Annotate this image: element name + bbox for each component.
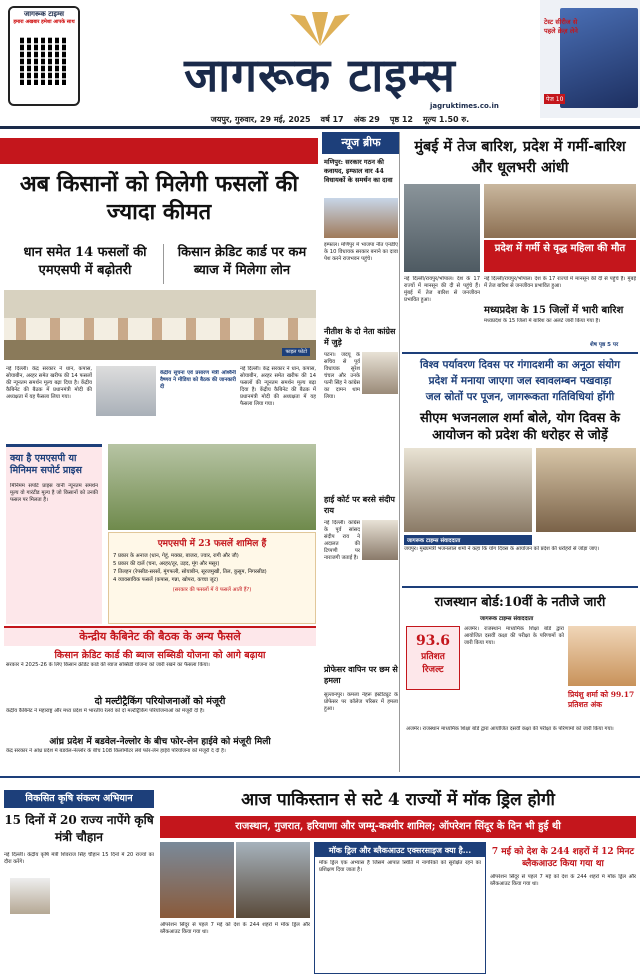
msp-box-title[interactable]: क्या है एमएसपी या मिनिमम सपोर्ट प्राइस — [10, 453, 82, 476]
brief-item4-head[interactable]: प्रोफेसर वापिन पर छम से हमला — [324, 664, 398, 685]
lead-sub-left[interactable]: धान समेत 14 फसलों की एमएसपी में बढ़ोतरी — [23, 245, 147, 278]
yoga-photo[interactable] — [404, 448, 532, 532]
rain-body: नई दिल्ली/रायपुर/भोपाल। देश के 17 राज्यों में मानसून की दी से पहुंचे हैं। मुंबई में तेज बारिश से जनजीवन प्रभावित हुआ। — [404, 276, 480, 303]
yoga-credit: जागरूक टाइम्स संवाददाता — [404, 535, 532, 545]
board-stat-unit: प्रतिशत — [421, 652, 445, 662]
crop-table-title[interactable]: एमएसपी में 23 फसलें शामिल हैं — [157, 539, 267, 549]
qr-code[interactable] — [20, 37, 68, 85]
newspaper-title: जागरूक टाइम्स — [184, 48, 456, 102]
mockdrill-box-title[interactable]: मॉक ड्रिल और ब्लैकआउट एक्सरसाइज क्या है... — [315, 843, 485, 857]
cabinet-item3-body: केंद्र सरकार ने आंध्र प्रदेश में बडवेल-नेल्लोर के बीच 108 किलोमीटर लंबे फोर-लेन हाईवे परियोजना को मंजूरी दे दी है। — [6, 748, 226, 754]
yoga-head1[interactable]: विश्व पर्यावरण दिवस पर गंगादशमी का अनूठा संयोग — [420, 359, 620, 371]
topper-name[interactable]: प्रियंशु शर्मा को 99.17 प्रतिशत अंक — [568, 690, 635, 709]
crop-table — [108, 532, 316, 624]
mp-rain-body: मध्यप्रदेश के 15 जिलों में बारिश का अलर्ट जारी किया गया है। — [484, 318, 601, 324]
yoga-head3[interactable]: जल स्रोतों पर पूजन, जागरूकता गतिविधियां होंगी — [425, 391, 615, 403]
krishi-photo — [10, 878, 50, 914]
rain-headline[interactable]: मुंबई में तेज बारिश, प्रदेश में गर्मी-बारिश और धूलभरी आंधी — [414, 138, 626, 176]
board-stat-label: रिजल्ट — [422, 665, 444, 675]
yoga-head4[interactable]: सीएम भजनलाल शर्मा बोले, योग दिवस के आयोजन को प्रदेश की धरोहर से जोड़ें — [420, 411, 620, 443]
mockdrill-photo1[interactable] — [160, 842, 234, 918]
website[interactable]: jagruktimes.co.in — [430, 102, 499, 110]
board-credit: जागरूक टाइम्स संवाददाता — [480, 616, 534, 622]
heat-body: नई दिल्ली/रायपुर/भोपाल। देश के 17 राज्यों में मानसून की दी से पहुंचे हैं। मुंबई में तेज बारिश से जनजीवन प्रभावित हुआ। — [484, 276, 636, 289]
qr-tagline: हमारा अखबार हमेशा आपके साथ — [13, 19, 75, 25]
crop-row: 7 प्रकार के अनाज (धान, गेहूं, मक्का, बाजरा, ज्वार, रागी और जौ) — [113, 553, 239, 559]
board-stat-value: 93.6 — [415, 633, 451, 649]
brief-item2-body: पटना। जदयू के सचिव से पूर्व विधायक सुरेश चंचल और उनके पत्नी सिंह ने कांग्रेस का दामन थाम लिया। — [324, 352, 360, 400]
mockdrill-photo2[interactable] — [236, 842, 310, 918]
cabinet-item3-head[interactable]: आंध्र प्रदेश में बडवेल-नेल्लोर के बीच फोर-लेन हाईवे को मंजूरी मिली — [49, 737, 271, 747]
crop-note: (सरकार की फसलों में ये फसलें आती हैं?) — [172, 587, 252, 593]
rain-photo[interactable] — [404, 184, 480, 272]
heat-red-box[interactable]: प्रदेश में गर्मी से वृद्ध महिला की मौत — [484, 240, 636, 272]
side-promo-text: टेस्ट सीरीज से पहले क्रेज़ लेने — [544, 18, 578, 35]
masthead-rule — [0, 126, 640, 129]
brief-person-photo — [362, 352, 398, 394]
yoga-side-photo — [536, 448, 636, 532]
lead-body: नई दिल्ली। केंद्र सरकार ने धान, कपास, सोयाबीन, अरहर समेत खरीफ की 14 फसलों की न्यूनतम समर्थन मूल्य बढ़ा दिया है। केंद्रीय कैबिनेट की बैठक में प्रधानमंत्री मोदी की अध्यक्षता में यह फैसला लिया गया। — [6, 366, 92, 400]
qr-heading: जागरूक टाइम्स — [24, 10, 64, 18]
side-promo[interactable] — [540, 0, 640, 118]
yoga-head2[interactable]: प्रदेश में मनाया जाएगा जल स्वावलम्बन पखवाड़ा — [428, 375, 612, 387]
cabinet-item1-body: सरकार ने 2025-26 के लिए किसान क्रेडिट कार्ड की ब्याज सब्सिडी योजना को जारी रखने का फैसला किया। — [6, 662, 210, 668]
cabinet-item2-body: केंद्रीय कैबिनेट ने महाराष्ट्र और मध्य प्रदेश में भारतीय रेलवे को दो मल्टीट्रैकिंग परियोजनाओं को मंजूरी दी है। — [6, 708, 205, 714]
minister-photo — [96, 366, 156, 416]
rain-continue[interactable]: शेष पृष्ठ 5 पर — [590, 342, 619, 348]
farmers-photo[interactable] — [108, 444, 316, 530]
brief-item2-head[interactable]: नीतीश के दो नेता कांग्रेस में जुड़े — [324, 326, 396, 347]
board-stat-box — [406, 626, 460, 690]
year: वर्ष 17 — [320, 114, 344, 124]
date-bar — [140, 112, 540, 126]
bottom-rule — [0, 776, 640, 778]
qr-promo[interactable] — [8, 6, 80, 106]
blackout-body: ऑपरेशन सिंदूर से पहले 7 मई को देश के 244 शहरों में मॉक ड्रिल और ब्लैकआउट किया गया था। — [490, 874, 636, 887]
divider — [163, 244, 164, 284]
crop-row: 4 व्यावसायिक फसलें (कपास, गन्ना, खोपरा, कच्चा जूट) — [113, 577, 219, 583]
msp-box — [6, 444, 102, 624]
brief-item3-head[interactable]: हाई कोर्ट पर बरसे संदीप राय — [324, 494, 395, 515]
mp-rain-head[interactable]: मध्यप्रदेश के 15 जिलों में भारी बारिश — [484, 305, 624, 316]
lead-sub-right[interactable]: किसान क्रेडिट कार्ड पर कम ब्याज में मिलेगा लोन — [177, 245, 307, 278]
price: मूल्य 1.50 रु. — [423, 114, 470, 124]
cabinet-photo[interactable] — [4, 290, 316, 360]
mockdrill-box — [314, 842, 486, 974]
brief-item4-body: सुल्तानपुर। कमला नेहरू इंस्टीट्यूट के प्रोफेसर पर कॉलेज परिसर में हमला हुआ। — [324, 692, 398, 712]
brief-item1-head[interactable]: मणिपुर: सरकार गठन की कवायद, इम्फाल वार 44 विधायकों के समर्थन का दावा — [324, 158, 393, 184]
brief-item3-photo — [362, 520, 398, 560]
manipur-photo — [324, 198, 398, 238]
crop-row: 7 तिलहन (रेपसीड-सरसों, मूंगफली, सोयाबीन, सूरजमुखी, तिल, कुसुम, निगरसीड) — [113, 569, 267, 575]
lead-body-col3: नई दिल्ली। केंद्र सरकार ने धान, कपास, सोयाबीन, अरहर समेत खरीफ की 14 फसलों की न्यूनतम समर्थन मूल्य बढ़ा दिया है। केंद्रीय कैबिनेट की बैठक में प्रधानमंत्री मोदी की अध्यक्षता में यह फैसला लिया गया। — [240, 366, 316, 407]
board-body-2: अजमेर। राजस्थान माध्यमिक शिक्षा बोर्ड द्वारा आयोजित दसवीं कक्षा की परीक्षा के परिणामों को जारी किया गया। — [406, 726, 614, 732]
cabinet-item1-head[interactable]: किसान क्रेडिट कार्ड की ब्याज सब्सिडी योजना को आगे बढ़ाया — [54, 650, 266, 661]
mockdrill-sub[interactable]: राजस्थान, गुजरात, हरियाणा और जम्मू-कश्मीर शामिल; ऑपरेशन सिंदूर के दिन भी हुई थी — [160, 816, 636, 838]
topper-photo — [568, 626, 636, 686]
heat-photo — [484, 184, 636, 238]
krishi-body: नई दिल्ली। केंद्रीय कृषि मंत्री शिवराज सिंह चौहान 15 दिनों में 20 राज्यों का दौरा करेंगे। — [4, 852, 154, 865]
issue: अंक 29 — [353, 114, 380, 124]
mockdrill-headline[interactable]: आज पाकिस्तान से सटे 4 राज्यों में मॉक ड्रिल होगी — [241, 790, 555, 810]
msp-box-body: मिनिमम सपोर्ट प्राइस यानी न्यूनतम समर्थन मूल्य वो गारंटीड मूल्य है जो किसानों को उनकी फसल पर मिलता है। — [10, 483, 98, 503]
lead-quote-label: केंद्रीय सूचना एवं प्रसारण मंत्री अश्विनी वैष्णव ने मीडिया को बैठक की जानकारी दी — [160, 370, 236, 390]
lead-headline[interactable]: अब किसानों को मिलेगी फसलों की ज्यादा कीमत — [19, 171, 299, 225]
mockdrill-body: ऑपरेशन सिंदूर से पहले 7 मई को देश के 244 शहरों में मॉक ड्रिल और ब्लैकआउट किया गया था। — [160, 922, 310, 935]
krishi-bar[interactable]: विकसित कृषि संकल्प अभियान — [4, 790, 154, 808]
cabinet-item2-head[interactable]: दो मल्टीट्रैकिंग परियोजनाओं को मंजूरी — [94, 696, 226, 707]
cabinet-bar — [4, 626, 316, 646]
board-body: अजमेर। राजस्थान माध्यमिक शिक्षा बोर्ड द्वारा आयोजित दसवीं कक्षा की परीक्षा के परिणामों को जारी किया गया। — [464, 626, 564, 646]
krishi-head[interactable]: 15 दिनों में 20 राज्य नापेंगे कृषि मंत्री चौहान — [4, 813, 154, 844]
photo-credit: फाइल फोटो — [282, 348, 310, 356]
blackout-head[interactable]: 7 मई को देश के 244 शहरों में 12 मिनट ब्लैकआउट किया गया था — [491, 847, 635, 869]
city-date: जयपुर, गुरुवार, 29 मई, 2025 — [210, 114, 311, 124]
yoga-body: जयपुर। मुख्यमंत्री भजनलाल शर्मा ने कहा कि योग दिवस के आयोजन को प्रदेश की धरोहरों से जोड़ा जाए। — [404, 546, 600, 552]
pages: पृष्ठ 12 — [389, 114, 413, 124]
mockdrill-box-body: मॉक ड्रिल एक अभ्यास है जिसमें आपात स्थिति में नागरिकों को सुरक्षित रहने का प्रशिक्षण दिया जाता है। — [319, 860, 481, 873]
board-title[interactable]: राजस्थान बोर्ड:10वीं के नतीजे जारी — [434, 595, 606, 610]
cabinet-bar-title[interactable]: केन्द्रीय कैबिनेट की बैठक के अन्य फैसले — [79, 630, 241, 643]
news-brief-title[interactable]: न्यूज ब्रीफ — [322, 132, 400, 154]
pen-nib-ornament — [270, 10, 370, 48]
side-promo-page: पेज 10 — [546, 96, 564, 103]
brief-item3-body: नई दिल्ली। कांग्रेस के पूर्व सांसद संदीप राय ने अदालत की टिप्पणी पर नाराजगी जताई है। — [324, 520, 360, 561]
crop-row: 5 प्रकार की दालें (चना, अरहर/तूर, उड़द, मूंग और मसूर) — [113, 561, 220, 567]
brief-item1-body: इम्फाल। मणिपुर में भाजपा नीत एनडीए के 10 विधायक सरकार बनाने का दावा पेश करने राजभवन पहुंचे। — [324, 242, 398, 262]
